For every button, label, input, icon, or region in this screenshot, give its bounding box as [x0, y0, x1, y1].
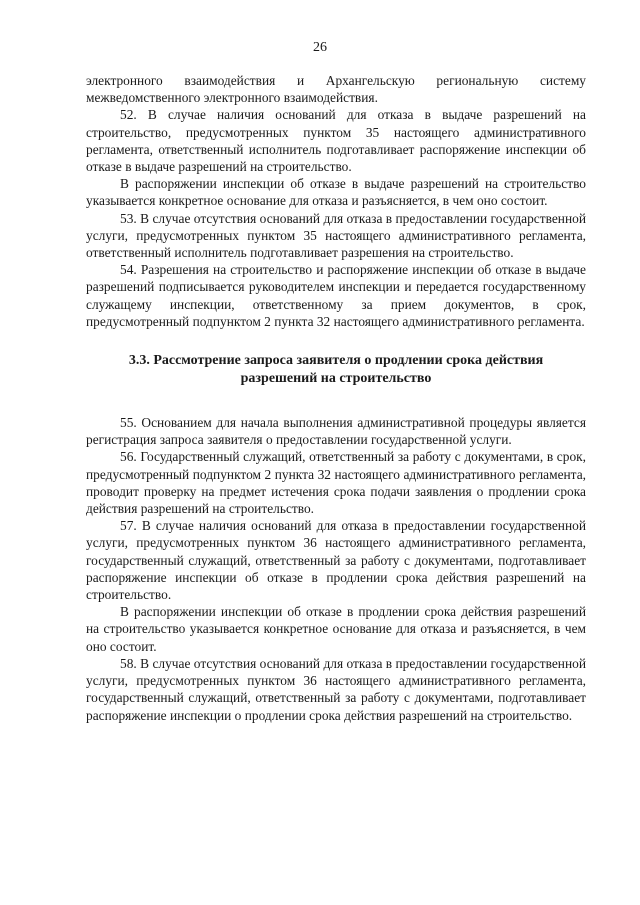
section-heading-3-3	[86, 352, 586, 388]
paragraph-52-refusal-basis: В распоряжении инспекции об отказе в выдаче разрешений на строительство указывается конкретное основание для отказа и разъясняется, в чем оно состоит.	[86, 176, 586, 209]
paragraph-57: 57. В случае наличия оснований для отказа в предоставлении государственной услуги, предусмотренных пунктом 36 настоящего административного регламента, государственный служащий, ответственный за работу с документами, подготавливает распоряжение инспекции об отказе в продлении срока действия разрешений на строительство.	[86, 518, 586, 603]
page-number: 26	[313, 40, 327, 55]
paragraph-54: 54. Разрешения на строительство и распоряжение инспекции об отказе в выдаче разрешений подписывается руководителем инспекции и передается государственному служащему инспекции, ответственному за прием документов, в срок, предусмотренный подпунктом 2 пункта 32 настоящего административного регламента.	[86, 262, 586, 329]
paragraph-55: 55. Основанием для начала выполнения административной процедуры является регистрация запроса заявителя о предоставлении государственной услуги.	[86, 415, 586, 448]
paragraph-53: 53. В случае отсутствия оснований для отказа в предоставлении государственной услуги, предусмотренных пунктом 35 настоящего административного регламента, ответственный исполнитель подготавливает разрешения на строительство.	[86, 210, 586, 261]
paragraph-52: 52. В случае наличия оснований для отказа в выдаче разрешений на строительство, предусмотренных пунктом 35 настоящего административного регламента, ответственный исполнитель подготавливает распоряжение инспекции об отказе в выдаче разрешений на строительство.	[86, 107, 586, 175]
section-heading-line-1: 3.3. Рассмотрение запроса заявителя о продлении срока действия	[128, 353, 544, 369]
paragraph-57-refusal-basis: В распоряжении инспекции об отказе в продлении срока действия разрешений на строительство указывается конкретное основание для отказа и разъясняется, в чем оно состоит.	[86, 604, 586, 654]
section-heading-line-2: разрешений на строительство	[240, 371, 432, 387]
paragraph-continuation: электронного взаимодействия и Архангельскую региональную систему межведомственного электронного взаимодействия.	[86, 73, 586, 106]
paragraph-56: 56. Государственный служащий, ответственный за работу с документами, в срок, предусмотренный подпунктом 2 пункта 32 настоящего административного регламента, проводит проверку на предмет истечения срока подачи заявления о продлении срока действия разрешений на строительство.	[86, 449, 586, 517]
paragraph-58: 58. В случае отсутствия оснований для отказа в предоставлении государственной услуги, предусмотренных пунктом 36 настоящего административного регламента, государственный служащий, ответственный за работу с документами, подготавливает распоряжение инспекции о продлении срока действия разрешений на строительство.	[86, 655, 586, 723]
document-body	[86, 72, 586, 724]
